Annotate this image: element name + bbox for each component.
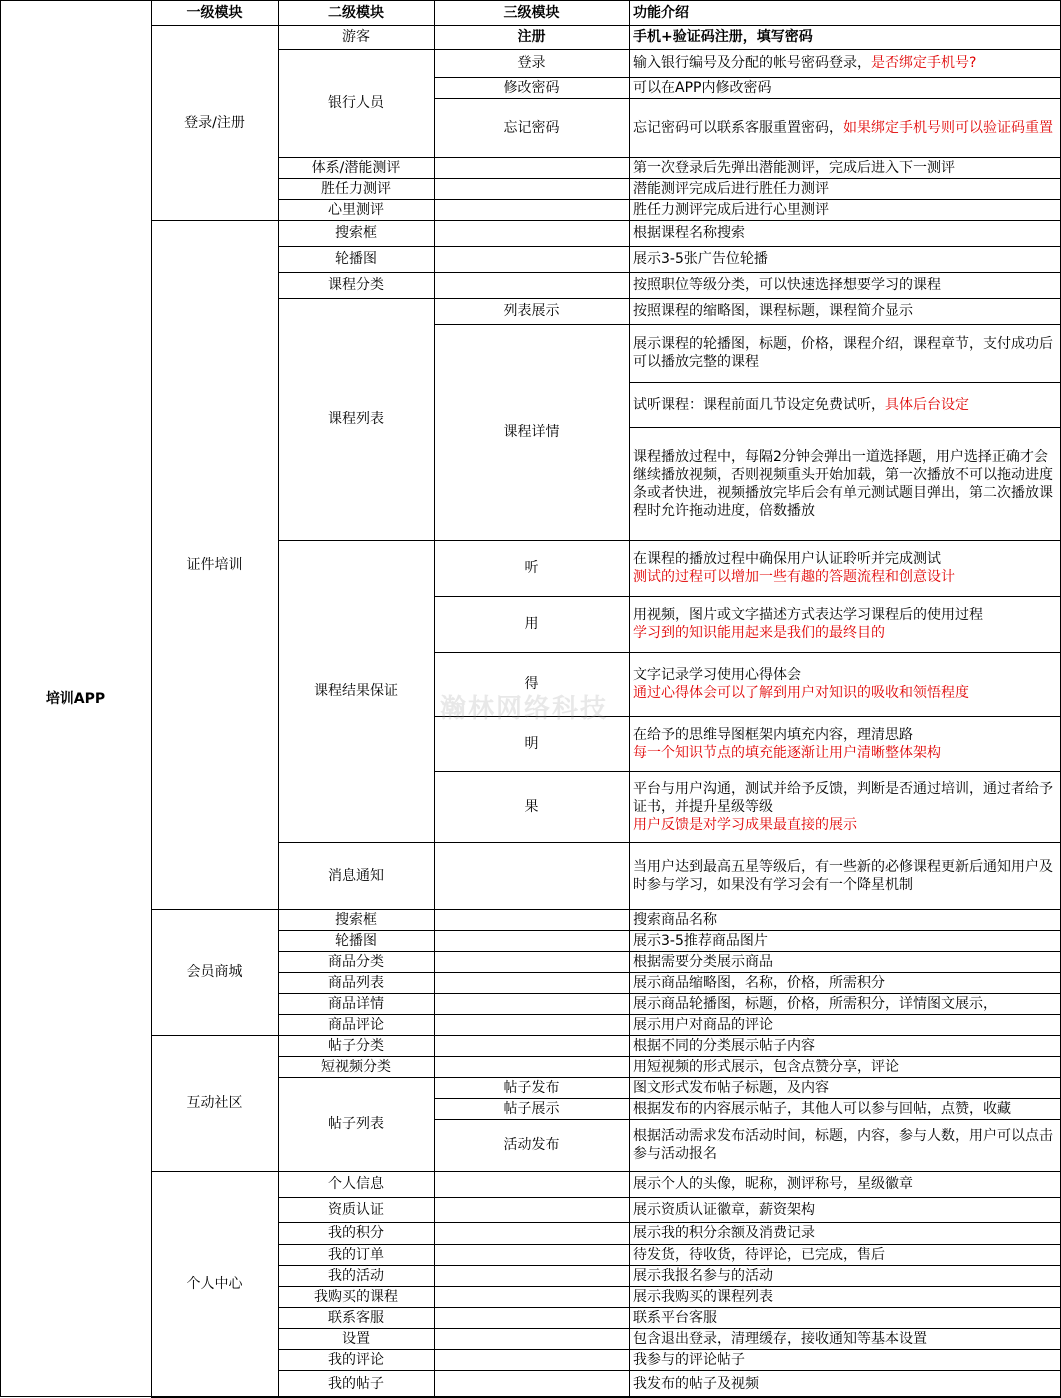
description-cell xyxy=(629,930,1061,951)
description-text: 联系平台客服 xyxy=(633,1309,717,1326)
description-cell xyxy=(629,178,1061,199)
level3-cell xyxy=(434,1349,629,1370)
description-cell xyxy=(629,49,1061,77)
description-cell xyxy=(629,842,1061,909)
grid-line xyxy=(629,1197,1061,1198)
description-text: 忘记密码可以联系客服重置密码， xyxy=(633,119,843,136)
level2-cell: 课程结果保证 xyxy=(314,683,398,699)
level3-cell xyxy=(434,1171,629,1197)
level3-cell xyxy=(434,930,629,951)
grid-line xyxy=(629,199,1061,200)
grid-line xyxy=(629,1286,1061,1287)
section-label: 登录/注册 xyxy=(184,114,245,131)
level3-cell xyxy=(434,272,629,298)
grid-line xyxy=(629,951,1061,952)
description-text: 包含退出登录，清理缓存，接收通知等基本设置 xyxy=(633,1330,927,1347)
description-cell xyxy=(629,25,1061,49)
grid-line xyxy=(629,1328,1061,1329)
description-text: 潜能测评完成后进行胜任力测评 xyxy=(633,180,829,197)
description-cell xyxy=(629,771,1061,842)
level2-cell: 我的活动 xyxy=(328,1267,384,1284)
level2-cell: 商品列表 xyxy=(328,974,384,991)
level2-cell: 个人信息 xyxy=(328,1176,384,1192)
description-cell xyxy=(629,716,1061,771)
column-header: 二级模块 xyxy=(328,4,384,21)
grid-line xyxy=(629,972,1061,973)
grid-line xyxy=(151,1035,1061,1036)
description-text: 根据发布的内容展示帖子，其他人可以参与回帖，点赞，收藏 xyxy=(633,1100,1011,1117)
watermark: 瀚林网络科技 xyxy=(440,694,609,724)
description-cell xyxy=(629,77,1061,98)
description-text: 平台与用户沟通，测试并给予反馈，判断是否通过培训，通过者给予证书，并提升星级等级 xyxy=(633,780,1053,815)
level3-cell: 用 xyxy=(524,616,539,632)
level3-cell xyxy=(434,1265,629,1286)
description-text: 用短视频的形式展示，包含点赞分享，评论 xyxy=(633,1058,899,1075)
description-note: 学习到的知识能用起来是我们的最终目的 xyxy=(633,625,885,641)
description-cell xyxy=(629,157,1061,178)
description-note: 具体后台设定 xyxy=(885,396,969,413)
description-cell xyxy=(629,1035,1061,1056)
level2-cell: 体系/潜能测评 xyxy=(311,159,401,176)
description-note: 用户反馈是对学习成果最直接的展示 xyxy=(633,816,857,833)
description-cell xyxy=(629,98,1061,157)
level2-cell: 帖子分类 xyxy=(328,1037,384,1054)
level2-cell: 胜任力测评 xyxy=(321,180,391,197)
description-cell xyxy=(629,324,1061,382)
description-note: 每一个知识节点的填充能逐渐让用户清晰整体架构 xyxy=(633,744,941,761)
description-cell xyxy=(629,1171,1061,1197)
grid-line xyxy=(629,1222,1061,1223)
level2-cell: 设置 xyxy=(342,1330,370,1347)
description-text: 展示3-5推荐商品图片 xyxy=(633,932,768,949)
description-text: 根据课程名称搜索 xyxy=(633,225,745,241)
column-header: 一级模块 xyxy=(186,4,243,21)
description-note: 是否绑定手机号? xyxy=(871,55,977,71)
description-cell xyxy=(629,972,1061,993)
description-cell xyxy=(629,1119,1061,1171)
description-note: 如果绑定手机号则可以验证码重置 xyxy=(843,119,1053,136)
description-cell xyxy=(629,951,1061,972)
description-text: 展示我报名参与的活动 xyxy=(633,1267,773,1284)
grid-line xyxy=(629,77,1061,78)
level3-cell: 帖子发布 xyxy=(503,1079,560,1096)
level3-cell xyxy=(434,1244,629,1265)
description-cell xyxy=(629,1349,1061,1370)
description-cell xyxy=(629,1286,1061,1307)
grid-line xyxy=(151,220,1061,221)
level3-cell xyxy=(434,951,629,972)
level2-cell: 银行人员 xyxy=(328,95,384,111)
level2-cell: 游客 xyxy=(342,29,370,45)
description-text: 我参与的评论帖子 xyxy=(633,1351,745,1368)
section-label: 会员商城 xyxy=(186,964,243,980)
level2-cell: 商品评论 xyxy=(328,1016,384,1033)
description-cell xyxy=(629,272,1061,298)
section-label: 互动社区 xyxy=(186,1095,243,1111)
level3-cell xyxy=(434,178,629,199)
description-cell xyxy=(629,1370,1061,1397)
grid-line xyxy=(629,1098,1061,1099)
description-cell xyxy=(629,1197,1061,1222)
description-text: 根据需要分类展示商品 xyxy=(633,953,773,970)
level2-cell: 我的帖子 xyxy=(328,1375,384,1392)
level3-cell xyxy=(434,1222,629,1244)
grid-line xyxy=(629,771,1061,772)
grid-line xyxy=(151,25,1061,26)
grid-line xyxy=(434,0,435,1398)
level3-cell xyxy=(434,1197,629,1222)
level3-cell: 得 xyxy=(524,676,539,692)
level2-cell: 我的积分 xyxy=(328,1225,384,1241)
level2-cell: 课程分类 xyxy=(328,277,384,293)
description-text: 可以在APP内修改密码 xyxy=(633,79,772,96)
level3-cell: 帖子展示 xyxy=(503,1100,560,1117)
level2-cell: 我的订单 xyxy=(328,1246,384,1263)
description-text: 展示课程的轮播图，标题，价格，课程介绍，课程章节，支付成功后可以播放完整的课程 xyxy=(633,336,1053,370)
description-cell xyxy=(629,540,1061,596)
grid-line xyxy=(629,1014,1061,1015)
grid-line xyxy=(629,382,1061,383)
description-text: 在给予的思维导图框架内填充内容，理清思路 xyxy=(633,726,913,743)
grid-line xyxy=(629,427,1061,428)
level3-cell xyxy=(434,246,629,272)
description-text: 文字记录学习使用心得体会 xyxy=(633,667,801,683)
grid-line xyxy=(629,178,1061,179)
level3-cell xyxy=(434,1014,629,1035)
description-cell xyxy=(629,298,1061,324)
level2-cell: 轮播图 xyxy=(335,251,377,267)
level3-cell xyxy=(434,993,629,1014)
level3-cell xyxy=(434,199,629,220)
grid-line xyxy=(629,1370,1061,1371)
level3-cell xyxy=(434,157,629,178)
description-text: 展示用户对商品的评论 xyxy=(633,1016,773,1033)
description-cell xyxy=(629,427,1061,540)
description-cell xyxy=(629,246,1061,272)
grid-line xyxy=(151,0,152,1398)
description-cell xyxy=(629,1307,1061,1328)
level3-cell xyxy=(434,1286,629,1307)
level2-cell: 心里测评 xyxy=(328,201,384,218)
grid-line xyxy=(151,1171,1061,1172)
grid-line xyxy=(629,324,1061,325)
grid-line xyxy=(629,842,1061,843)
description-text: 根据不同的分类展示帖子内容 xyxy=(633,1037,815,1054)
description-cell xyxy=(629,1056,1061,1077)
description-text: 输入银行编号及分配的帐号密码登录， xyxy=(633,55,871,71)
description-note: 测试的过程可以增加一些有趣的答题流程和创意设计 xyxy=(633,569,955,585)
description-text: 根据活动需求发布活动时间，标题，内容，参与人数，用户可以点击参与活动报名 xyxy=(633,1128,1053,1162)
level1-cell: 培训APP xyxy=(45,690,106,707)
description-note: 通过心得体会可以了解到用户对知识的吸收和领悟程度 xyxy=(633,685,969,701)
level2-cell: 我购买的课程 xyxy=(314,1288,398,1305)
level2-cell: 资质认证 xyxy=(328,1201,384,1218)
grid-line xyxy=(629,652,1061,653)
grid-line xyxy=(629,272,1061,273)
grid-line xyxy=(629,540,1061,541)
description-cell xyxy=(629,1265,1061,1286)
description-text: 当用户达到最高五星等级后，有一些新的必修课程更新后通知用户及时参与学习，如果没有学习会有一个降星机制 xyxy=(633,858,1053,893)
grid-line xyxy=(629,1307,1061,1308)
description-cell xyxy=(629,382,1061,427)
level3-cell: 果 xyxy=(524,798,539,815)
description-text: 用视频，图片或文字描述方式表达学习课程后的使用过程 xyxy=(633,607,983,623)
level3-cell xyxy=(434,972,629,993)
grid-line xyxy=(629,1244,1061,1245)
description-cell xyxy=(629,1014,1061,1035)
description-text: 待发货，待收货，待评论，已完成，售后 xyxy=(633,1246,885,1263)
column-header: 三级模块 xyxy=(503,4,560,21)
section-label: 个人中心 xyxy=(186,1276,243,1292)
description-cell xyxy=(629,993,1061,1014)
description-text: 展示资质认证徽章，薪资架构 xyxy=(633,1201,815,1218)
description-text: 在课程的播放过程中确保用户认证聆听并完成测试 xyxy=(633,551,941,567)
description-cell xyxy=(629,1077,1061,1098)
level3-cell xyxy=(434,1035,629,1056)
level3-cell: 听 xyxy=(524,560,539,576)
grid-line xyxy=(629,1119,1061,1120)
description-text: 试听课程：课程前面几节设定免费试听， xyxy=(633,396,885,413)
description-cell xyxy=(629,909,1061,930)
description-cell xyxy=(629,199,1061,220)
level3-cell: 登录 xyxy=(517,55,546,71)
level3-cell xyxy=(434,1370,629,1397)
level3-cell xyxy=(434,1307,629,1328)
level3-cell: 注册 xyxy=(517,29,546,45)
description-text: 手机+验证码注册，填写密码 xyxy=(633,29,813,45)
level3-cell xyxy=(434,1328,629,1349)
grid-line xyxy=(629,716,1061,717)
description-cell xyxy=(629,220,1061,246)
level3-cell xyxy=(434,220,629,246)
grid-line xyxy=(151,909,1061,910)
description-text: 图文形式发布帖子标题，及内容 xyxy=(633,1079,829,1096)
level2-cell: 商品详情 xyxy=(328,995,384,1012)
section-label: 证件培训 xyxy=(186,556,243,573)
description-text: 按照课程的缩略图，课程标题，课程简介显示 xyxy=(633,303,913,319)
level3-cell xyxy=(434,842,629,909)
grid-line xyxy=(629,298,1061,299)
level2-cell: 商品分类 xyxy=(328,953,384,970)
grid-line xyxy=(629,157,1061,158)
description-text: 展示商品轮播图，标题，价格，所需积分，详情图文展示， xyxy=(633,995,997,1012)
description-text: 按照职位等级分类，可以快速选择想要学习的课程 xyxy=(633,277,941,293)
description-text: 展示个人的头像，昵称，测评称号，星级徽章 xyxy=(633,1176,913,1192)
level2-cell: 短视频分类 xyxy=(321,1058,391,1075)
grid-line xyxy=(629,1349,1061,1350)
description-cell xyxy=(629,1098,1061,1119)
level2-cell: 我的评论 xyxy=(328,1351,384,1368)
grid-line xyxy=(629,596,1061,597)
column-header: 功能介绍 xyxy=(633,4,689,21)
description-cell xyxy=(629,1222,1061,1244)
level3-cell xyxy=(434,1056,629,1077)
level2-cell: 消息通知 xyxy=(328,867,384,884)
level3-cell: 活动发布 xyxy=(503,1137,560,1153)
description-text: 搜索商品名称 xyxy=(633,911,717,928)
level2-cell: 轮播图 xyxy=(335,932,377,949)
description-text: 课程播放过程中，每隔2分钟会弹出一道选择题，用户选择正确才会继续播放视频，否则视频重头开始加载，第一次播放不可以拖动进度条或者快进，视频播放完毕后会有单元测试题目弹出，第二次播放课程时允许拖动进度，倍数播放 xyxy=(633,448,1053,519)
description-text: 胜任力测评完成后进行心里测评 xyxy=(633,201,829,218)
description-text: 展示商品缩略图，名称，价格，所需积分 xyxy=(633,974,885,991)
grid-line xyxy=(629,930,1061,931)
grid-line xyxy=(629,993,1061,994)
grid-line xyxy=(278,0,279,1398)
description-text: 我发布的帖子及视频 xyxy=(633,1375,759,1392)
grid-line xyxy=(629,49,1061,50)
level2-cell: 课程列表 xyxy=(328,411,384,427)
description-cell xyxy=(629,652,1061,716)
grid-line xyxy=(629,246,1061,247)
description-cell xyxy=(629,1328,1061,1349)
level3-cell: 忘记密码 xyxy=(503,119,560,136)
grid-line xyxy=(629,0,630,1398)
grid-line xyxy=(629,1077,1061,1078)
level3-cell: 修改密码 xyxy=(503,79,560,96)
description-text: 展示我的积分余额及消费记录 xyxy=(633,1225,815,1241)
level3-cell: 明 xyxy=(524,735,539,752)
level3-cell: 列表展示 xyxy=(503,303,560,319)
grid-line xyxy=(629,98,1061,99)
level2-cell: 搜索框 xyxy=(335,911,377,928)
grid-line xyxy=(629,1265,1061,1266)
description-cell xyxy=(629,596,1061,652)
description-text: 展示3-5张广告位轮播 xyxy=(633,251,768,267)
level2-cell: 搜索框 xyxy=(335,225,377,241)
level3-cell: 课程详情 xyxy=(503,424,560,440)
description-text: 第一次登录后先弹出潜能测评，完成后进入下一测评 xyxy=(633,159,955,176)
grid-line xyxy=(629,1056,1061,1057)
level2-cell: 联系客服 xyxy=(328,1309,384,1326)
level3-cell xyxy=(434,909,629,930)
description-cell xyxy=(629,1244,1061,1265)
level2-cell: 帖子列表 xyxy=(328,1116,384,1132)
description-text: 展示我购买的课程列表 xyxy=(633,1288,773,1305)
